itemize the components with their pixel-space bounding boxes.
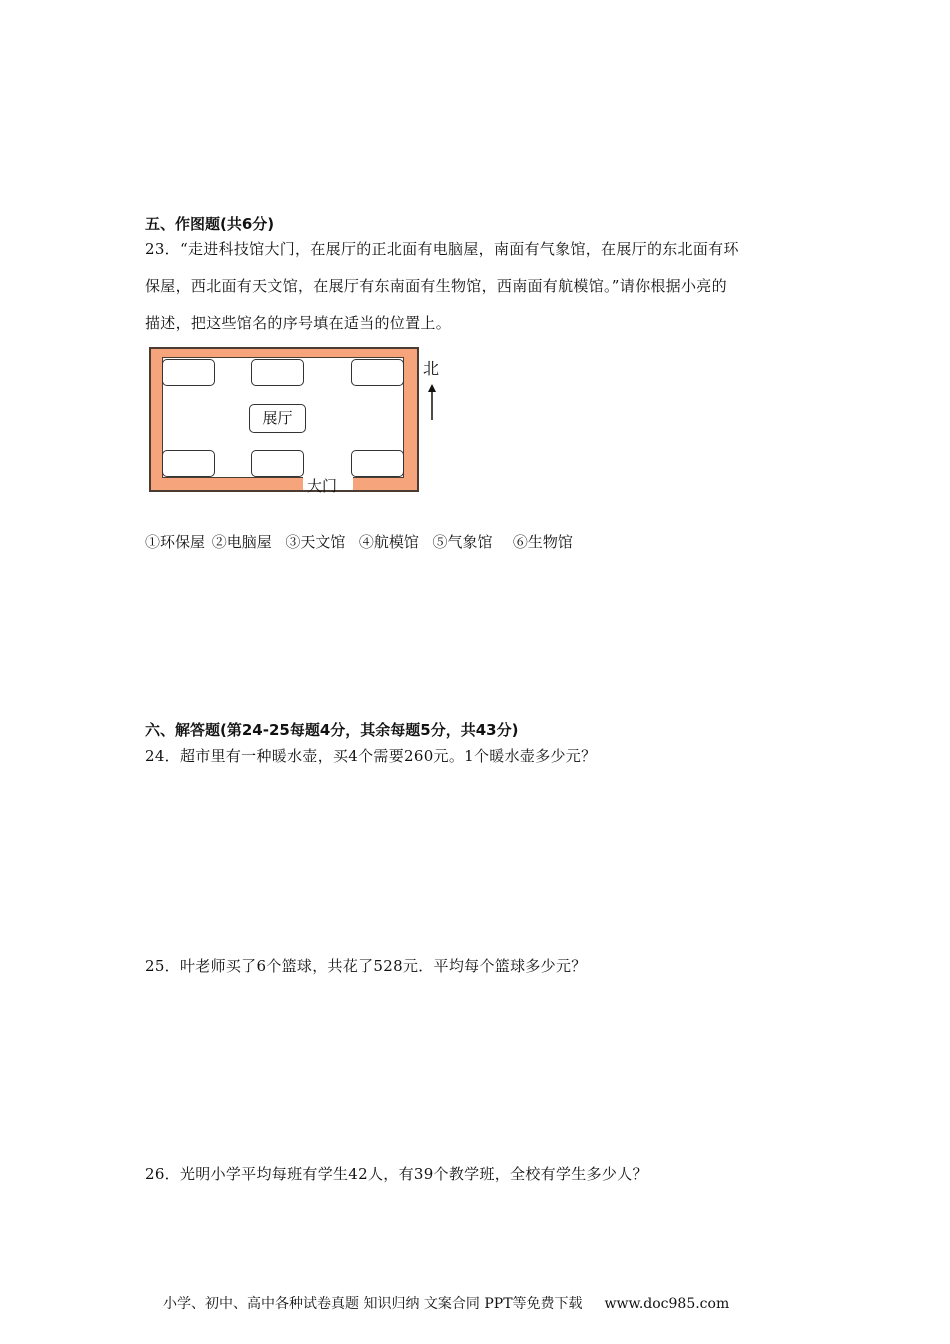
option-1: ①环保屋 — [145, 533, 206, 551]
option-6: ⑥生物馆 — [512, 533, 573, 551]
question-23-line-1: 23．“走进科技馆大门，在展厅的正北面有电脑屋，南面有气象馆，在展厅的东北面有环 — [145, 240, 739, 258]
footer-text: 小学、初中、高中各种试卷真题 知识归纳 文案合同 PPT等免费下载 — [163, 1296, 583, 1312]
answer-box-southwest[interactable] — [162, 450, 215, 477]
gate-label: 大门 — [307, 477, 338, 495]
option-2: ②电脑屋 — [211, 533, 272, 551]
question-23-line-2: 保屋，西北面有天文馆，在展厅有东南面有生物馆，西南面有航模馆。”请你根据小亮的 — [145, 277, 727, 295]
option-4: ④航模馆 — [358, 533, 419, 551]
option-5: ⑤气象馆 — [432, 533, 493, 551]
answer-box-north[interactable] — [251, 359, 304, 386]
question-26: 26．光明小学平均每班有学生42人，有39个教学班，全校有学生多少人？ — [145, 1165, 648, 1183]
page-footer — [163, 1293, 729, 1313]
question-24: 24．超市里有一种暖水壶，买4个需要260元。1个暖水壶多少元？ — [145, 747, 597, 765]
section-title-answers: 六、解答题(第24-25每题4分，其余每题5分，共43分) — [145, 721, 519, 739]
footer-url[interactable]: www.doc985.com — [604, 1296, 730, 1312]
option-3: ③天文馆 — [285, 533, 346, 551]
north-label: 北 — [423, 359, 440, 378]
question-23-line-3: 描述，把这些馆名的序号填在适当的位置上。 — [145, 314, 452, 332]
section-title-drawing: 五、作图题(共6分) — [145, 215, 275, 233]
north-indicator — [421, 356, 443, 420]
answer-options — [145, 531, 573, 552]
exhibition-map — [149, 347, 419, 495]
answer-box-northwest[interactable] — [162, 359, 215, 386]
question-25: 25．叶老师买了6个篮球，共花了528元．平均每个篮球多少元？ — [145, 957, 587, 975]
answer-box-south[interactable] — [251, 450, 304, 477]
answer-box-northeast[interactable] — [351, 359, 404, 386]
answer-box-southeast[interactable] — [351, 450, 404, 477]
exhibition-hall-label: 展厅 — [249, 404, 306, 433]
north-arrow-icon — [425, 384, 439, 420]
